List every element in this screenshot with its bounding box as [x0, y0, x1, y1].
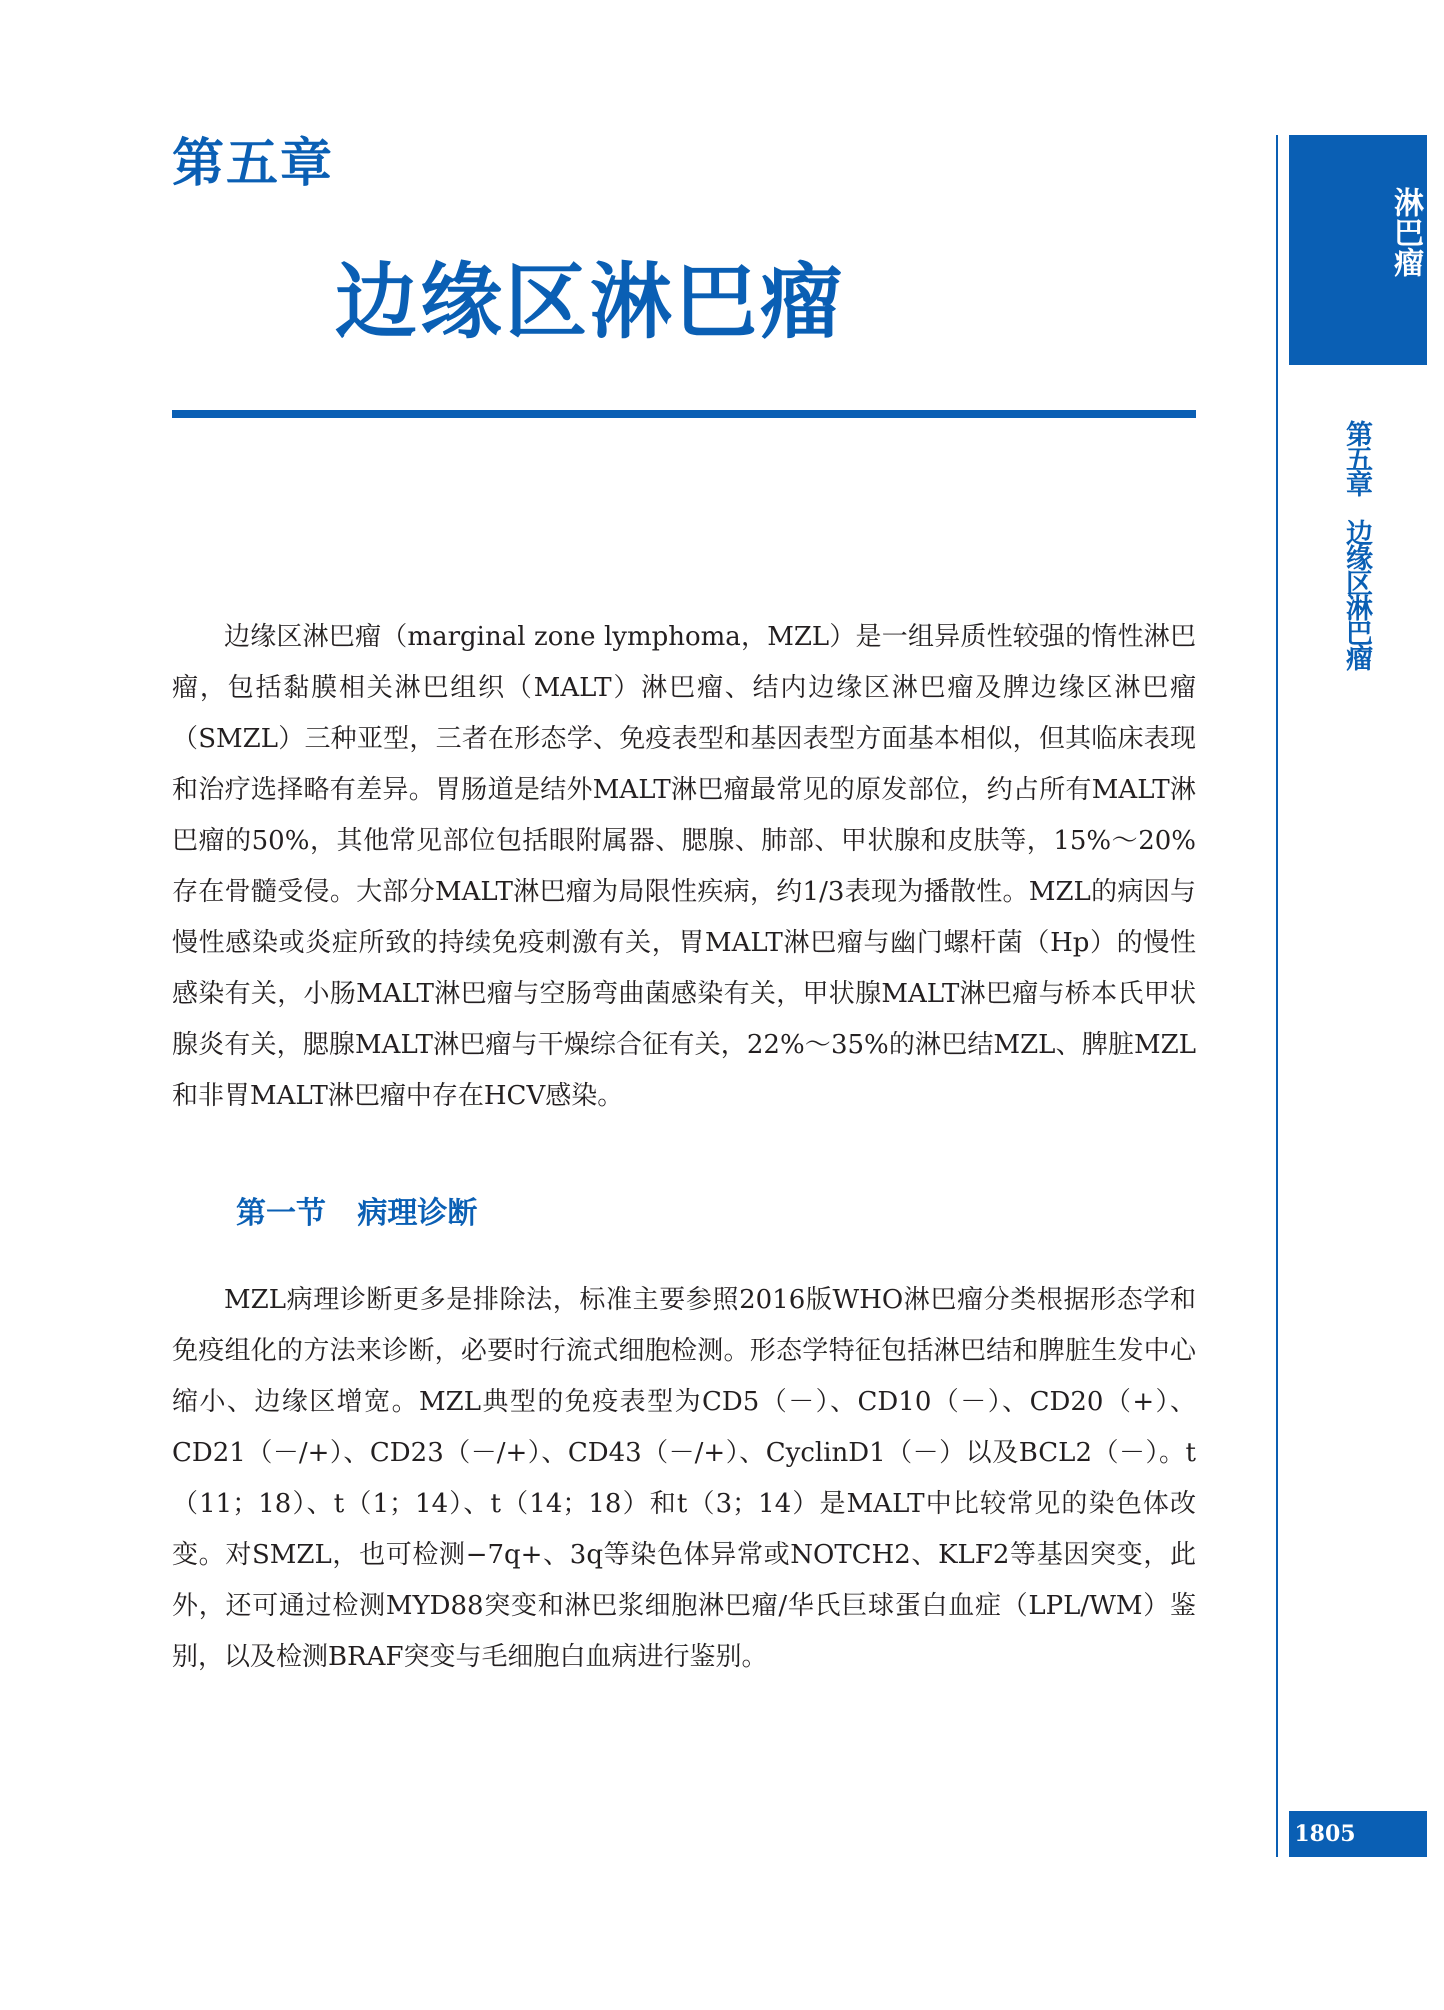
- side-tab-text: 淋巴瘤: [1388, 187, 1423, 277]
- running-header: [1333, 420, 1373, 669]
- running-header-title: 边缘区淋巴瘤: [1341, 519, 1372, 669]
- intro-paragraph: 边缘区淋巴瘤（marginal zone lymphoma，MZL）是一组异质性较强的惰性淋巴瘤，包括黏膜相关淋巴组织（MALT）淋巴瘤、结内边缘区淋巴瘤及脾边缘区淋巴瘤（SMZL）三种亚型，三者在形态学、免疫表型和基因表型方面基本相似，但其临床表现和治疗选择略有差异。胃肠道是结外MALT淋巴瘤最常见的原发部位，约占所有MALT淋巴瘤的50%，其他常见部位包括眼附属器、腮腺、肺部、甲状腺和皮肤等，15%～20%存在骨髓受侵。大部分MALT淋巴瘤为局限性疾病，约1/3表现为播散性。MZL的病因与慢性感染或炎症所致的持续免疫刺激有关，胃MALT淋巴瘤与幽门螺杆菌（Hp）的慢性感染有关，小肠MALT淋巴瘤与空肠弯曲菌感染有关，甲状腺MALT淋巴瘤与桥本氏甲状腺炎有关，腮腺MALT淋巴瘤与干燥综合征有关，22%～35%的淋巴结MZL、脾脏MZL和非胃MALT淋巴瘤中存在HCV感染。: [172, 622, 1196, 1111]
- chapter-label: 第五章: [172, 134, 335, 194]
- side-margin-line: [1276, 135, 1278, 1857]
- chapter-title: 边缘区淋巴瘤: [335, 255, 846, 350]
- page-number-tab: [1289, 1811, 1427, 1857]
- title-rule: [172, 410, 1196, 418]
- page-number: 1805: [1294, 1821, 1356, 1847]
- pathology-paragraph: MZL病理诊断更多是排除法，标准主要参照2016版WHO淋巴瘤分类根据形态学和免疫组化的方法来诊断，必要时行流式细胞检测。形态学特征包括淋巴结和脾脏生发中心缩小、边缘区增宽。MZL典型的免疫表型为CD5（－）、CD10（－）、CD20（+）、CD21（－/+）、CD23（－/+）、CD43（－/+）、CyclinD1（－）以及BCL2（－）。t（11；18）、t（1；14）、t（14；18）和t（3；14）是MALT中比较常见的染色体改变。对SMZL，也可检测−7q+、3q等染色体异常或NOTCH2、KLF2等基因突变，此外，还可通过检测MYD88突变和淋巴浆细胞淋巴瘤/华氏巨球蛋白血症（LPL/WM）鉴别，以及检测BRAF突变与毛细胞白血病进行鉴别。: [172, 1285, 1196, 1672]
- section-heading: 第一节 病理诊断: [236, 1196, 478, 1231]
- side-tab: [1289, 135, 1427, 365]
- running-header-chapter: 第五章: [1341, 420, 1372, 495]
